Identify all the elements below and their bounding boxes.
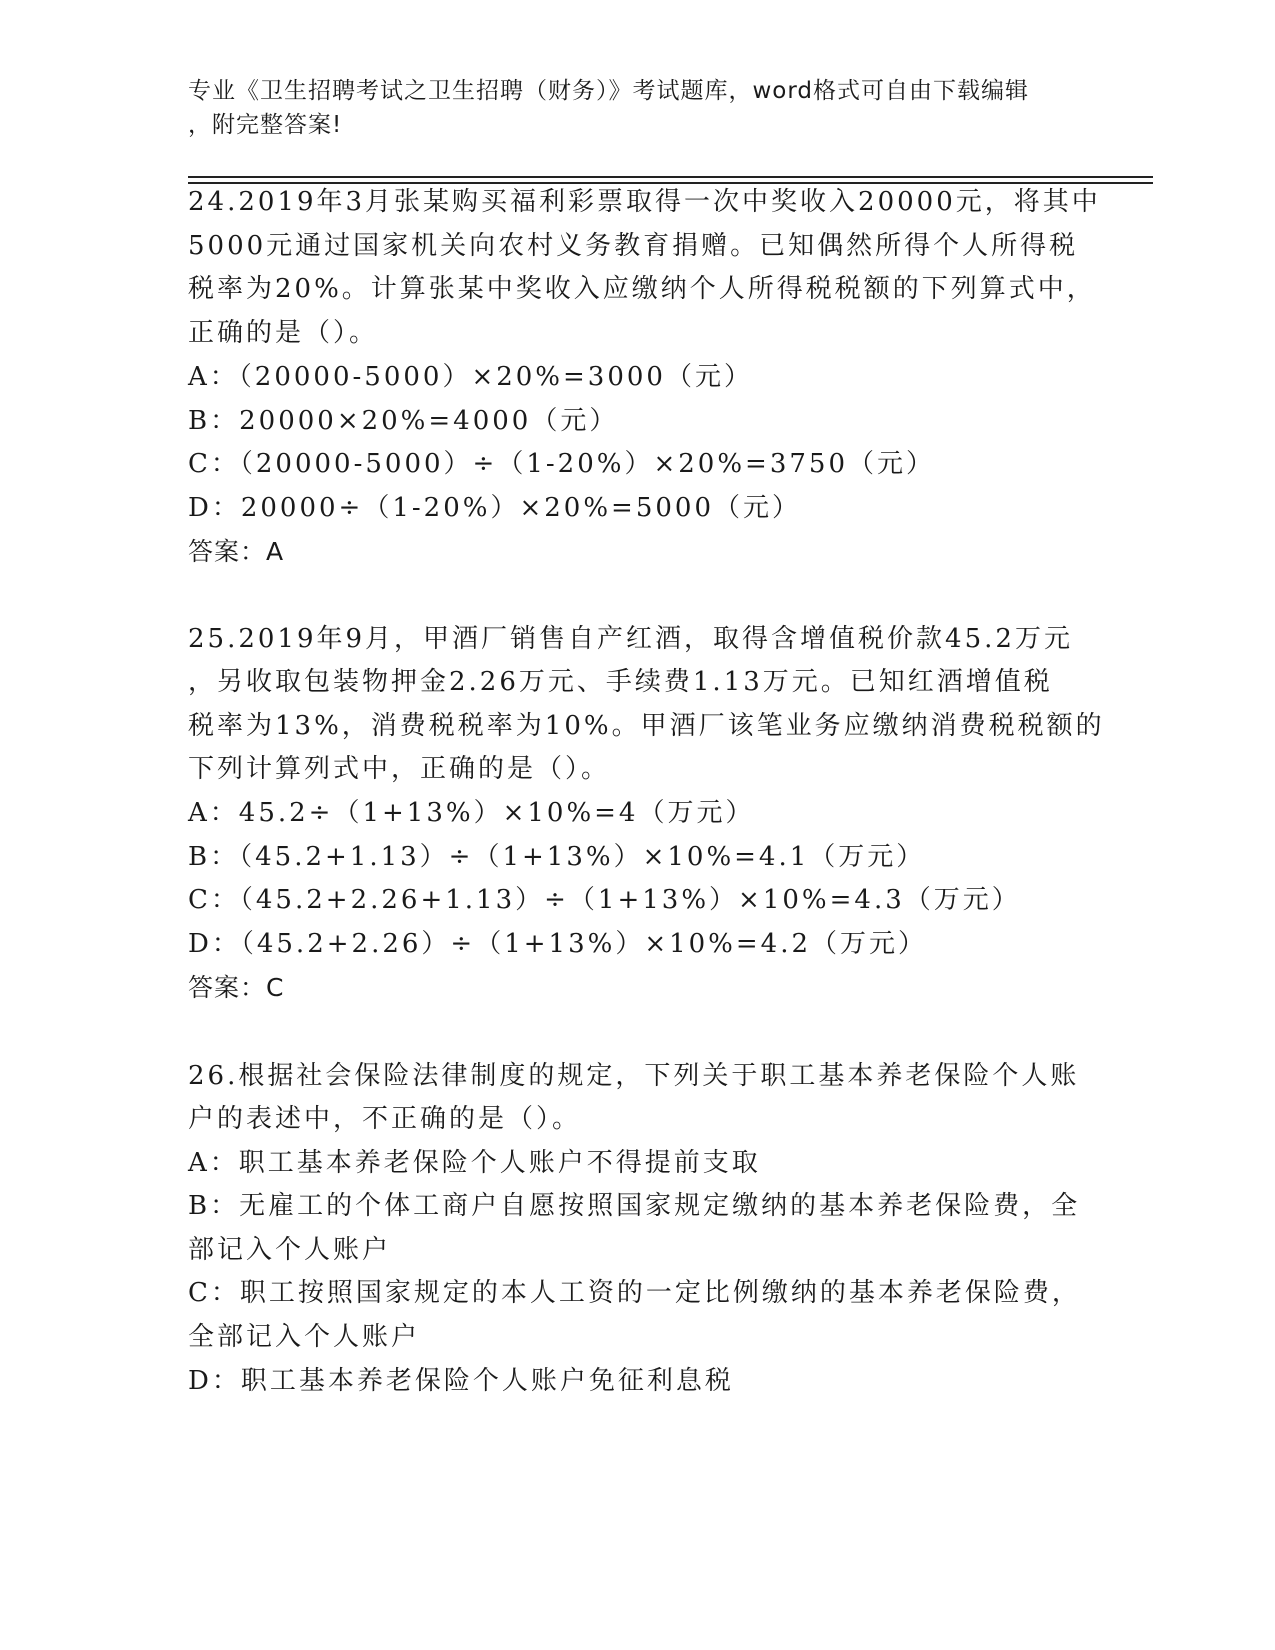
answer-line: 答案：C xyxy=(188,973,285,1002)
option-b-continuation: 部记入个人账户 xyxy=(188,1235,392,1265)
question-stem-line: 税率为13%，消费税税率为10%。甲酒厂该笔业务应缴纳消费税税额的 xyxy=(188,711,1105,741)
option-a: A：职工基本养老保险个人账户不得提前支取 xyxy=(188,1148,761,1178)
question-stem-line: ，另收取包装物押金2.26万元、手续费1.13万元。已知红酒增值税 xyxy=(188,667,1053,697)
header-line-1: 专业《卫生招聘考试之卫生招聘（财务）》考试题库，word格式可自由下载编辑 xyxy=(188,78,1030,104)
question-stem-line: 26.根据社会保险法律制度的规定，下列关于职工基本养老保险个人账 xyxy=(188,1061,1080,1091)
header-divider-bottom xyxy=(188,182,1153,184)
document-header xyxy=(188,74,1068,142)
option-a: A：45.2÷（1+13%）×10%=4（万元） xyxy=(188,798,755,828)
option-d: D：（45.2+2.26）÷（1+13%）×10%=4.2（万元） xyxy=(188,929,928,959)
question-stem-line: 24.2019年3月张某购买福利彩票取得一次中奖收入20000元，将其中 xyxy=(188,187,1101,217)
option-c: C：（45.2+2.26+1.13）÷（1+13%）×10%=4.3（万元） xyxy=(188,885,1021,915)
question-stem-line: 25.2019年9月，甲酒厂销售自产红酒，取得含增值税价款45.2万元 xyxy=(188,624,1073,654)
question-stem-line: 正确的是（）。 xyxy=(188,318,379,348)
option-d: D：职工基本养老保险个人账户免征利息税 xyxy=(188,1366,734,1396)
header-line-2: ，附完整答案! xyxy=(188,112,343,138)
option-b: B：20000×20%=4000（元） xyxy=(188,406,619,436)
option-b: B：无雇工的个体工商户自愿按照国家规定缴纳的基本养老保险费，全 xyxy=(188,1191,1081,1221)
answer-line: 答案：A xyxy=(188,537,285,566)
option-c: C：（20000-5000）÷（1-20%）×20%=3750（元） xyxy=(188,449,935,479)
option-a: A：（20000-5000）×20%=3000（元） xyxy=(188,362,753,392)
question-stem-line: 户的表述中，不正确的是（）。 xyxy=(188,1104,582,1134)
question-stem-line: 下列计算列式中，正确的是（）。 xyxy=(188,754,611,784)
option-c-continuation: 全部记入个人账户 xyxy=(188,1322,421,1352)
question-stem-line: 5000元通过国家机关向农村义务教育捐赠。已知偶然所得个人所得税 xyxy=(188,231,1079,261)
header-divider-top xyxy=(188,176,1153,178)
option-d: D：20000÷（1-20%）×20%=5000（元） xyxy=(188,493,801,523)
option-b: B：（45.2+1.13）÷（1+13%）×10%=4.1（万元） xyxy=(188,842,926,872)
question-stem-line: 税率为20%。计算张某中奖收入应缴纳个人所得税税额的下列算式中， xyxy=(188,274,1096,304)
option-c: C：职工按照国家规定的本人工资的一定比例缴纳的基本养老保险费， xyxy=(188,1278,1081,1308)
